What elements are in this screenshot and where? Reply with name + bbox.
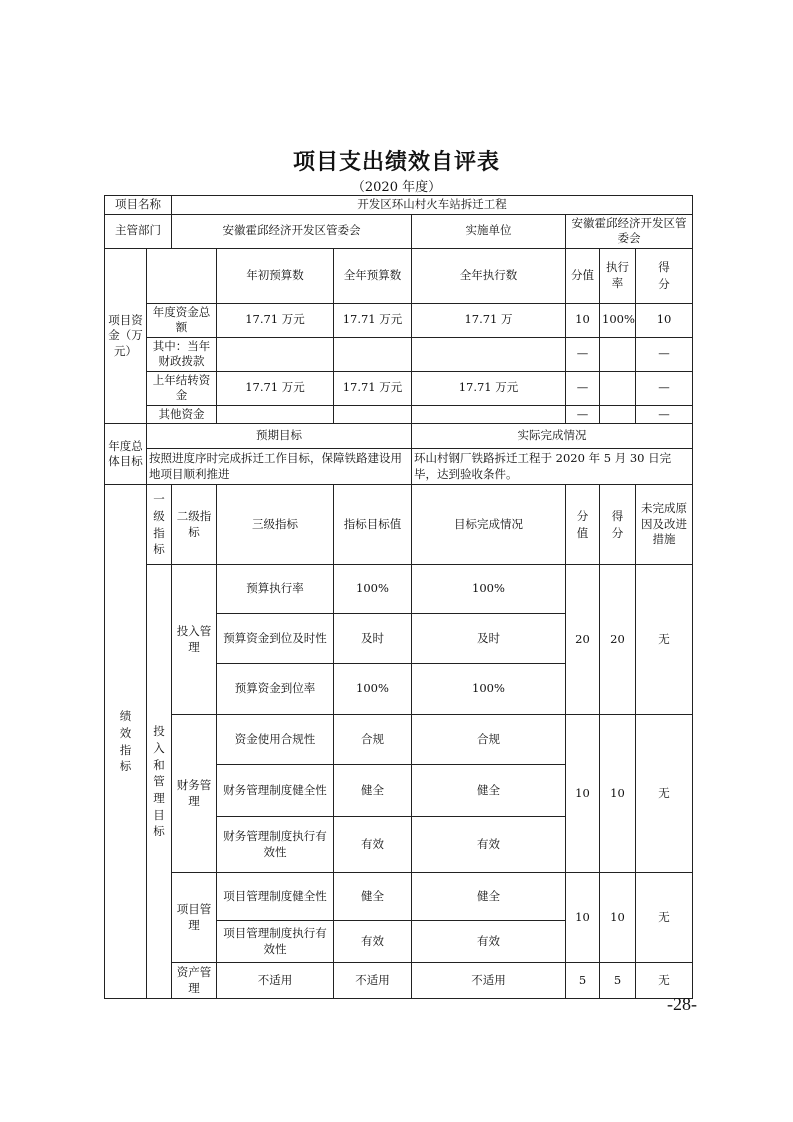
fund-executed <box>412 405 566 424</box>
group-score: 5 <box>600 963 636 999</box>
col-score: 得分 <box>636 248 693 303</box>
fund-initial <box>217 405 334 424</box>
indicator-row <box>105 963 693 999</box>
actual-completion-text: 环山村钢厂铁路拆迁工程于 2020 年 5 月 30 日完毕，达到验收条件。 <box>412 449 693 485</box>
level2-indicator: 项目管理 <box>172 873 217 963</box>
group-score-value: 20 <box>566 565 600 715</box>
group-score: 10 <box>600 873 636 963</box>
level3-indicator: 财务管理制度健全性 <box>217 765 334 817</box>
fund-executed: 17.71 万元 <box>412 371 566 405</box>
indicator-target: 及时 <box>334 614 412 664</box>
department-label: 主管部门 <box>105 214 172 248</box>
indicator-completion: 有效 <box>412 817 566 873</box>
fund-row <box>105 405 693 424</box>
level3-indicator: 项目管理制度健全性 <box>217 873 334 921</box>
level2-indicator: 资产管理 <box>172 963 217 999</box>
indicator-target: 健全 <box>334 765 412 817</box>
col-score-value: 分值 <box>566 248 600 303</box>
funds-header-blank <box>147 248 217 303</box>
fund-score-value: 10 <box>566 303 600 337</box>
fund-score: — <box>636 337 693 371</box>
indicator-target: 合规 <box>334 715 412 765</box>
fund-row-name: 其他资金 <box>147 405 217 424</box>
indicators-section-label: 绩效指标 <box>105 485 147 999</box>
col-completion: 目标完成情况 <box>412 485 566 565</box>
group-score-value: 10 <box>566 715 600 873</box>
level3-indicator: 资金使用合规性 <box>217 715 334 765</box>
level3-indicator: 项目管理制度执行有效性 <box>217 921 334 963</box>
level3-indicator: 财务管理制度执行有效性 <box>217 817 334 873</box>
goals-content-row <box>105 449 693 485</box>
fund-executed: 17.71 万 <box>412 303 566 337</box>
col-reason: 未完成原因及改进措施 <box>636 485 693 565</box>
fund-exec-rate <box>600 337 636 371</box>
indicator-target: 有效 <box>334 817 412 873</box>
form-year: （2020 年度） <box>351 180 442 195</box>
fund-row <box>105 303 693 337</box>
fund-score: — <box>636 371 693 405</box>
fund-annual: 17.71 万元 <box>334 303 412 337</box>
fund-score-value: — <box>566 405 600 424</box>
funds-header-row <box>105 248 693 303</box>
actual-completion-label: 实际完成情况 <box>412 424 693 449</box>
fund-score: — <box>636 405 693 424</box>
group-reason: 无 <box>636 565 693 715</box>
funds-label: 项目资金（万元） <box>105 248 147 424</box>
col-annual-budget: 全年预算数 <box>334 248 412 303</box>
fund-row-name: 上年结转资金 <box>147 371 217 405</box>
fund-score-value: — <box>566 337 600 371</box>
indicator-completion: 100% <box>412 565 566 614</box>
level3-indicator: 预算资金到位及时性 <box>217 614 334 664</box>
department-row <box>105 214 693 248</box>
col-ind-score-value: 分值 <box>566 485 600 565</box>
col-annual-executed: 全年执行数 <box>412 248 566 303</box>
fund-executed <box>412 337 566 371</box>
level2-indicator: 财务管理 <box>172 715 217 873</box>
fund-row-name: 年度资金总额 <box>147 303 217 337</box>
indicator-completion: 及时 <box>412 614 566 664</box>
col-initial-budget: 年初预算数 <box>217 248 334 303</box>
level3-indicator: 预算资金到位率 <box>217 664 334 715</box>
page-number: -28- <box>667 994 697 1014</box>
level3-indicator: 预算执行率 <box>217 565 334 614</box>
group-score-value: 5 <box>566 963 600 999</box>
goals-header-row <box>105 424 693 449</box>
fund-exec-rate <box>600 405 636 424</box>
group-reason: 无 <box>636 873 693 963</box>
project-name-value: 开发区环山村火车站拆迁工程 <box>172 196 693 215</box>
indicator-row <box>105 873 693 921</box>
fund-exec-rate: 100% <box>600 303 636 337</box>
fund-initial <box>217 337 334 371</box>
fund-score: 10 <box>636 303 693 337</box>
expected-goal-label: 预期目标 <box>147 424 412 449</box>
indicator-target: 100% <box>334 565 412 614</box>
indicator-completion: 有效 <box>412 921 566 963</box>
fund-annual: 17.71 万元 <box>334 371 412 405</box>
goals-label: 年度总体目标 <box>105 424 147 485</box>
indicator-completion: 健全 <box>412 765 566 817</box>
indicator-row <box>105 565 693 614</box>
indicators-header-row <box>105 485 693 565</box>
project-name-label: 项目名称 <box>105 196 172 215</box>
implementing-unit-value: 安徽霍邱经济开发区管委会 <box>566 214 693 248</box>
department-value: 安徽霍邱经济开发区管委会 <box>172 214 412 248</box>
indicator-row <box>105 715 693 765</box>
indicator-completion: 不适用 <box>412 963 566 999</box>
fund-annual <box>334 405 412 424</box>
group-score: 20 <box>600 565 636 715</box>
group-score: 10 <box>600 715 636 873</box>
level3-indicator: 不适用 <box>217 963 334 999</box>
col-level3: 三级指标 <box>217 485 334 565</box>
col-level1: 一级指标 <box>147 485 172 565</box>
fund-initial: 17.71 万元 <box>217 303 334 337</box>
indicator-target: 100% <box>334 664 412 715</box>
indicator-completion: 100% <box>412 664 566 715</box>
indicator-completion: 健全 <box>412 873 566 921</box>
level1-indicator: 投入和管理目标 <box>147 565 172 999</box>
fund-row <box>105 371 693 405</box>
project-name-row <box>105 196 693 215</box>
fund-exec-rate <box>600 371 636 405</box>
col-level2: 二级指标 <box>172 485 217 565</box>
col-ind-score: 得分 <box>600 485 636 565</box>
indicator-completion: 合规 <box>412 715 566 765</box>
col-target: 指标目标值 <box>334 485 412 565</box>
group-reason: 无 <box>636 963 693 999</box>
fund-initial: 17.71 万元 <box>217 371 334 405</box>
evaluation-table <box>104 195 693 999</box>
level2-indicator: 投入管理 <box>172 565 217 715</box>
implementing-unit-label: 实施单位 <box>412 214 566 248</box>
fund-row-name: 其中：当年财政拨款 <box>147 337 217 371</box>
fund-score-value: — <box>566 371 600 405</box>
fund-annual <box>334 337 412 371</box>
indicator-target: 健全 <box>334 873 412 921</box>
fund-row <box>105 337 693 371</box>
expected-goal-text: 按照进度序时完成拆迁工作目标，保障铁路建设用地项目顺利推进 <box>147 449 412 485</box>
form-title: 项目支出绩效自评表 <box>292 150 500 175</box>
group-score-value: 10 <box>566 873 600 963</box>
indicator-target: 有效 <box>334 921 412 963</box>
indicator-target: 不适用 <box>334 963 412 999</box>
col-exec-rate: 执行率 <box>600 248 636 303</box>
group-reason: 无 <box>636 715 693 873</box>
